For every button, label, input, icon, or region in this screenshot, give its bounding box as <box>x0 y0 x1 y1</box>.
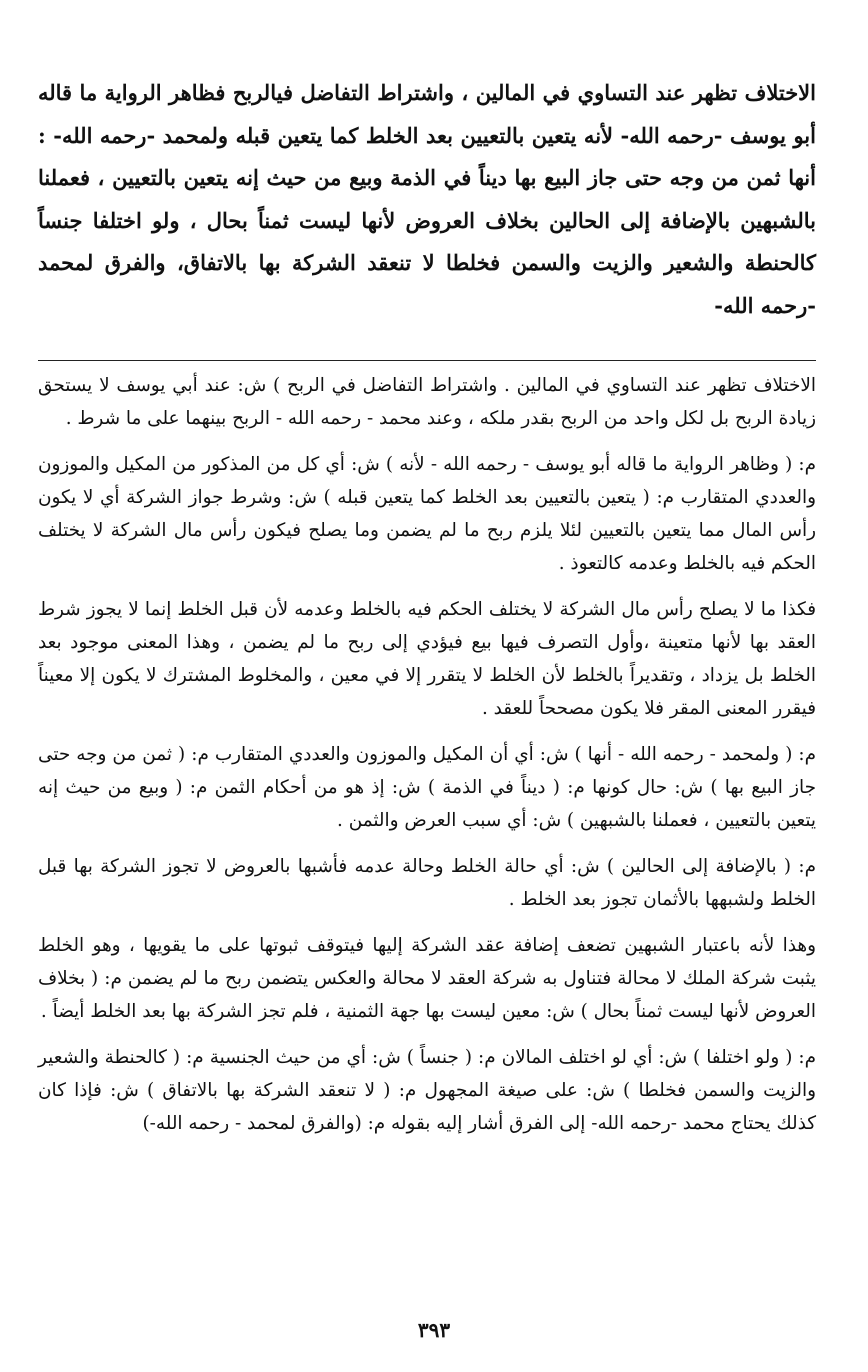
commentary-paragraph: الاختلاف تظهر عند التساوي في المالين . واشتراط التفاضل في الربح ) ش: عند أبي يوسف لا يستحق زيادة الربح بل لكل واحد من الربح بقدر ملكه ، وعند محمد - رحمه الله - الربح بينهما على ما شرط . <box>38 375 816 429</box>
separator-line <box>38 360 816 361</box>
commentary <box>38 369 816 1140</box>
commentary-paragraph: وهذا لأنه باعتبار الشبهين تضعف إضافة عقد الشركة إليها فيتوقف ثبوتها على ما يقويها ، وهو الخلط يثبت شركة الملك لا محالة فتناول به شركة العقد لا محالة والعكس يتضمن ربح ما لم يضمن م: ( بخلاف العروض لأنها ليست ثمناً بحال ) ش: معين ليست بها جهة الثمنية ، فلم تجز الشركة بها بعد الخلط أيضاً . <box>38 935 816 1022</box>
commentary-paragraph: م: ( ولمحمد - رحمه الله - أنها ) ش: أي أن المكيل والموزون والعددي المتقارب م: ( ثمن من وجه حتى جاز البيع بها ) ش: حال كونها م: ( ديناً في الذمة ) ش: إذ هو من أحكام الثمن م: ( وبيع من حيث إنه يتعين بالتعيين ، فعملنا بالشبهين ) ش: أي سبب العرض والثمن . <box>38 744 816 831</box>
page-number: ٣٩٣ <box>417 1318 451 1342</box>
book-page <box>38 60 816 1153</box>
commentary-paragraph: م: ( ولو اختلفا ) ش: أي لو اختلف المالان م: ( جنساً ) ش: أي من حيث الجنسية م: ( كالحنطة والشعير والزيت والسمن فخلطا ) ش: على صيغة المجهول م: ( لا تنعقد الشركة بها بالاتفاق ) ش: فإذا كان كذلك يحتاج محمد -رحمه الله- إلى الفرق أشار إليه بقوله م: (والفرق لمحمد - رحمه الله-) <box>38 1047 816 1134</box>
matn-text: الاختلاف تظهر عند التساوي في المالين ، واشتراط التفاضل فيالربح فظاهر الرواية ما قاله أبو يوسف -رحمه الله- لأنه يتعين بالتعيين بعد الخلط كما يتعين قبله ولمحمد -رحمه الله- : أنها ثمن من وجه حتى جاز البيع بها ديناً في الذمة وبيع من حيث إنه يتعين بالتعيين ، فعملنا بالشبهين بالإضافة إلى الحالين بخلاف العروض لأنها ليست ثمناً بحال ، ولو اختلفا جنساً كالحنطة والشعير والزيت والسمن فخلطا لا تنعقد الشركة بها بالاتفاق، والفرق لمحمد -رحمه الله- <box>38 80 816 318</box>
commentary-paragraph: فكذا ما لا يصلح رأس مال الشركة لا يختلف الحكم فيه بالخلط وعدمه لأن قبل الخلط إنما لا يجوز شرط العقد بها لأنها متعينة ،وأول التصرف فيها بيع فيؤدي إلى ربح ما لم يضمن ، وهذا المعنى موجود بعد الخلط بل يزداد ، وتقديراً بالخلط لأن الخلط لا يتقرر إلا في معين ، والمخلوط المشترك لا يكون إلا معيناً فيقرر المعنى المقر فلا يكون مصححاً للعقد . <box>38 599 816 719</box>
commentary-paragraph: م: ( بالإضافة إلى الحالين ) ش: أي حالة الخلط وحالة عدمه فأشبها بالعروض لا تجوز الشركة بها قبل الخلط ولشبهها بالأثمان تجوز بعد الخلط . <box>38 856 816 910</box>
commentary-paragraph: م: ( وظاهر الرواية ما قاله أبو يوسف - رحمه الله - لأنه ) ش: أي كل من المذكور من المكيل والموزون والعددي المتقارب م: ( يتعين بالتعيين بعد الخلط كما يتعين قبله ) ش: وشرط جواز الشركة أي لا يكون رأس المال مما يتعين بالتعيين لئلا يلزم ربح ما لم يضمن وما يصلح فيكون رأس مال الشركة لا يختلف الحكم فيه بالخلط وعدمه كالتعوذ . <box>38 454 816 574</box>
